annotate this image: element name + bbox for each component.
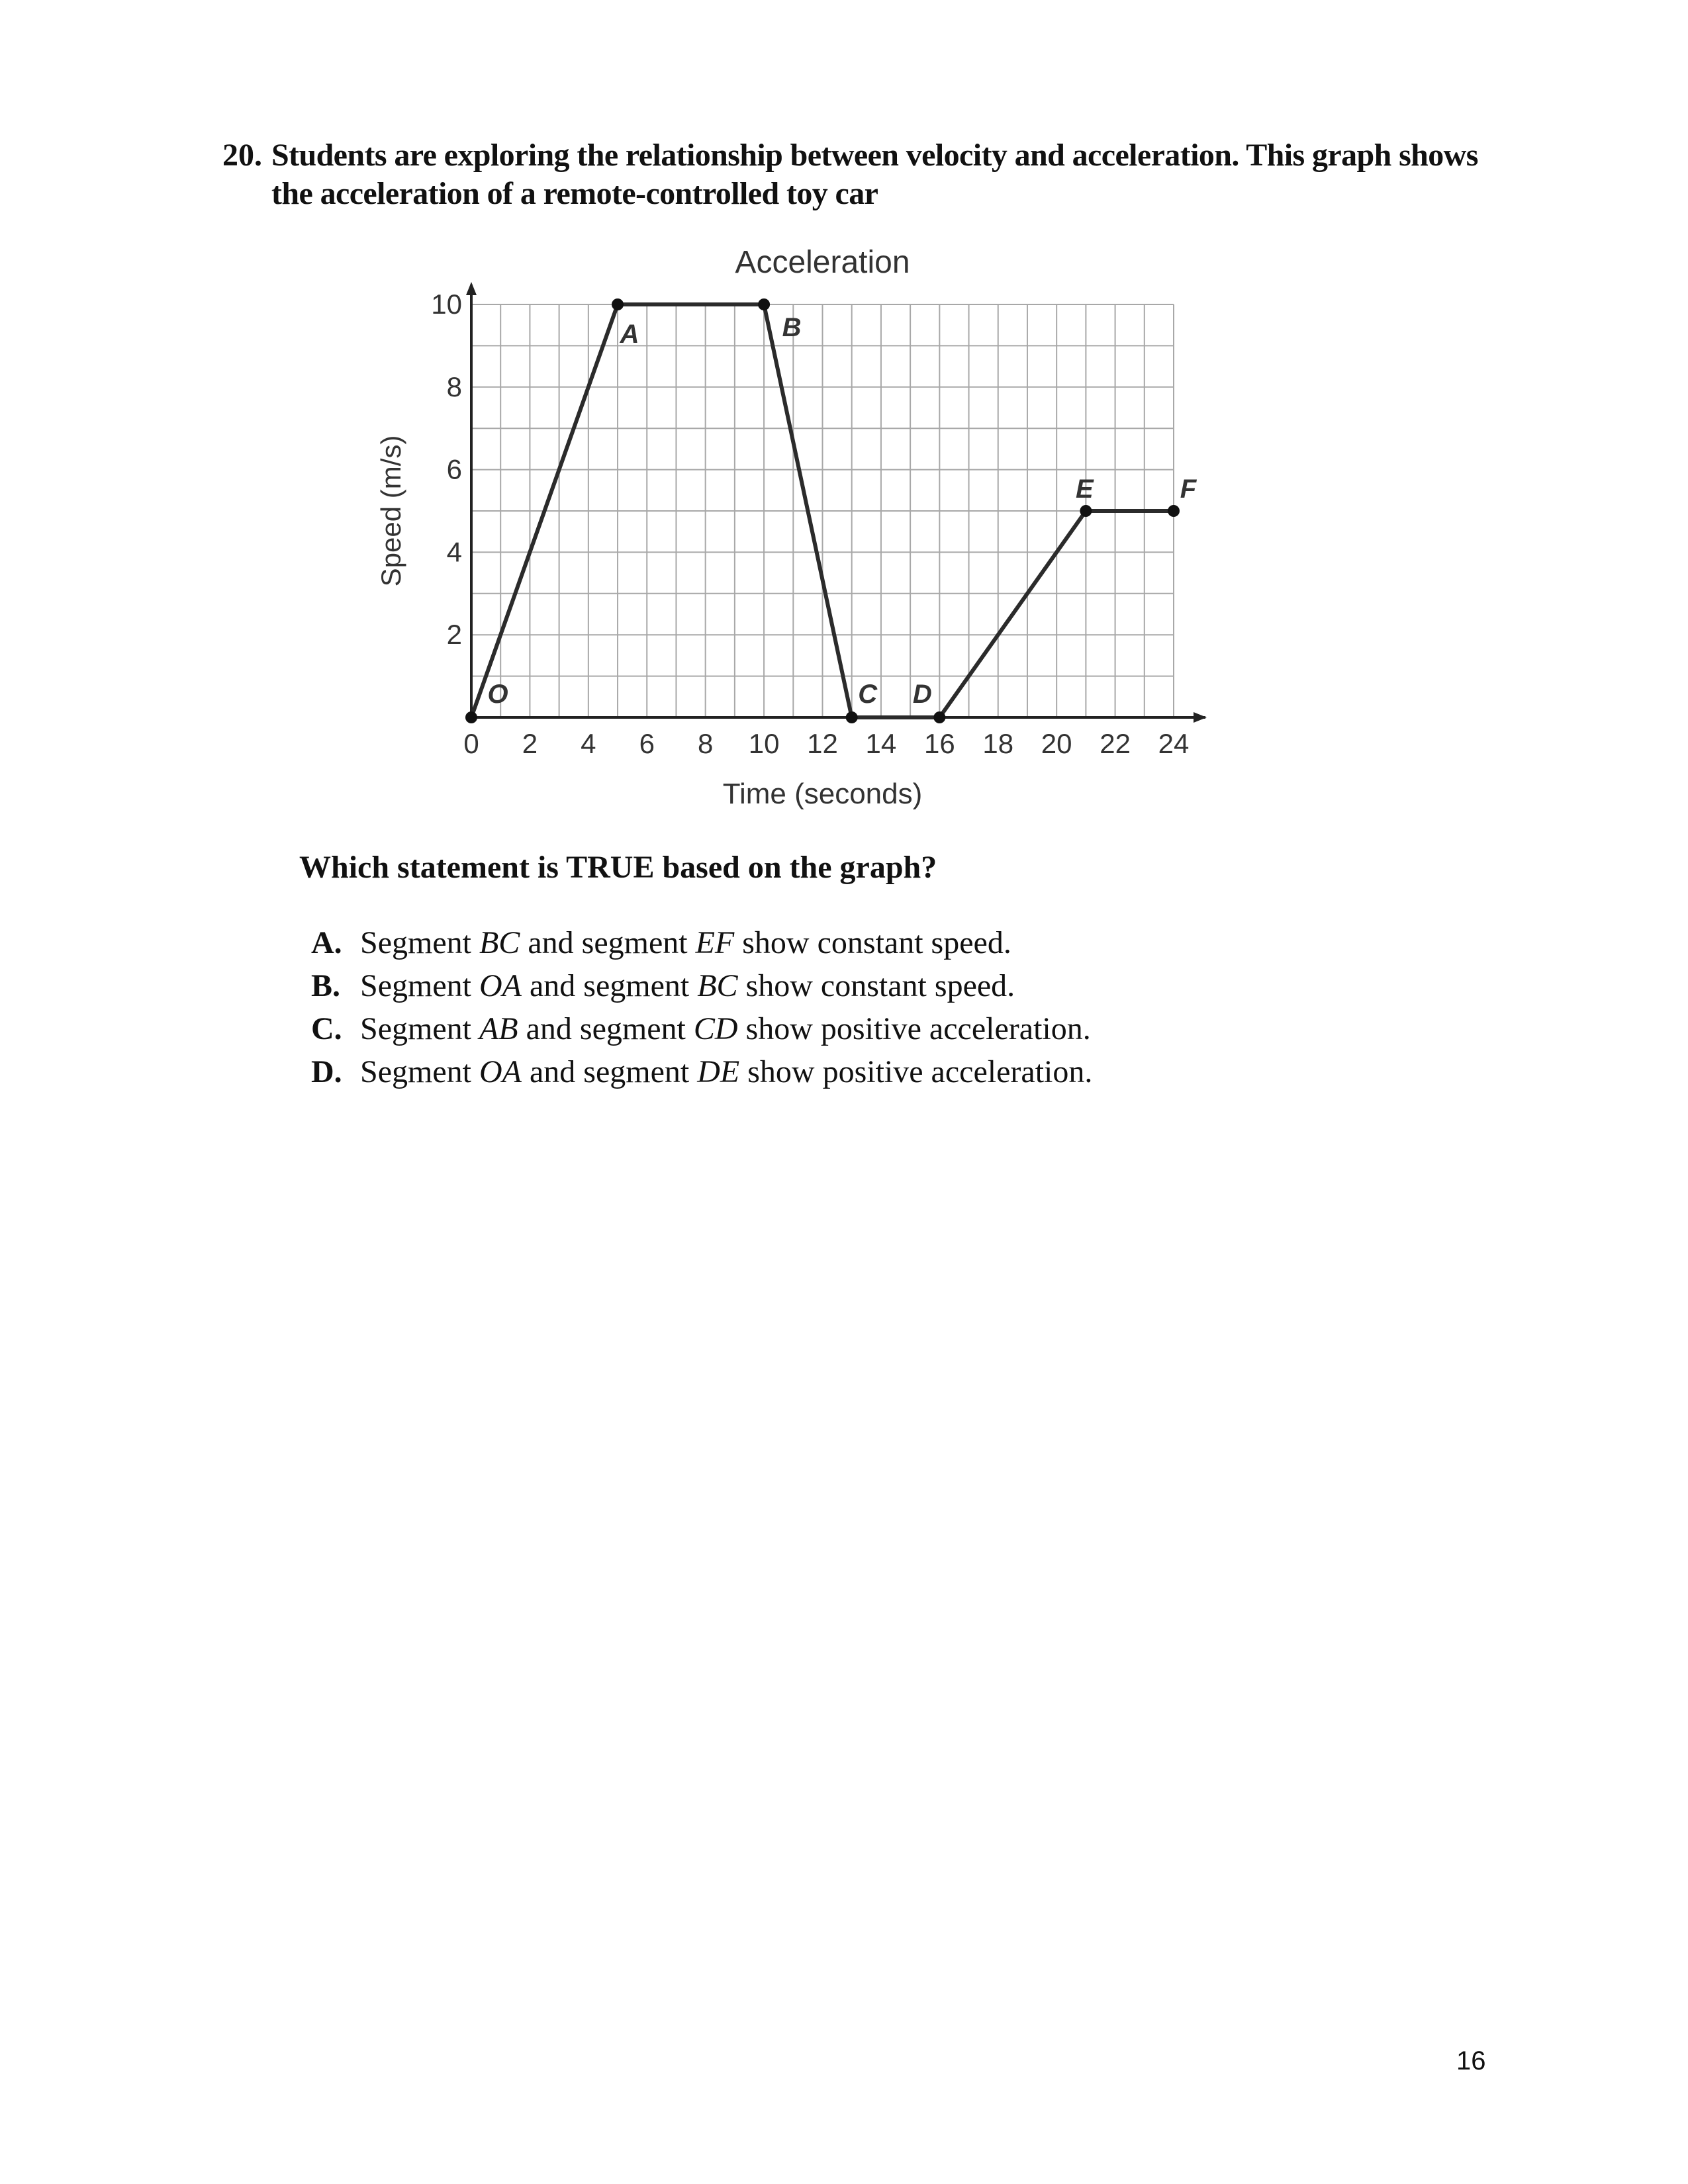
x-tick-label: 24 [1158, 728, 1190, 759]
choice-letter: C. [311, 1011, 342, 1046]
choice-letter: A. [311, 925, 342, 960]
x-tick-label: 12 [807, 728, 838, 759]
choice-text: Segment [360, 968, 479, 1003]
choice-text: Segment [360, 925, 479, 960]
choice-c[interactable] [311, 1010, 1092, 1053]
point-label: O [487, 680, 508, 709]
choice-text: and segment [520, 925, 696, 960]
segment-name: AB [479, 1011, 518, 1046]
segment-name: DE [697, 1054, 740, 1089]
page-number: 16 [1456, 2046, 1486, 2075]
choice-text: and segment [521, 1054, 698, 1089]
x-tick-label: 6 [639, 728, 655, 759]
x-tick-label: 20 [1041, 728, 1072, 759]
data-point [846, 711, 858, 723]
data-point [465, 711, 477, 723]
y-tick-label: 2 [446, 619, 462, 651]
choice-text: show constant speed. [737, 968, 1015, 1003]
choice-letter: B. [311, 968, 341, 1003]
data-point [1168, 505, 1180, 517]
y-tick-label: 6 [446, 453, 462, 485]
choice-text: show constant speed. [734, 925, 1011, 960]
point-label: F [1180, 475, 1197, 504]
point-label: C [858, 680, 878, 709]
question [222, 136, 1480, 213]
y-tick-label: 4 [446, 536, 462, 568]
question-number: 20. [222, 138, 262, 173]
x-tick-label: 22 [1100, 728, 1131, 759]
x-axis-arrow [1194, 712, 1207, 723]
choice-text: show positive acceleration. [737, 1011, 1091, 1046]
segment-name: OA [479, 968, 522, 1003]
segment-name: OA [479, 1054, 522, 1089]
choice-a[interactable] [311, 924, 1092, 967]
point-label: D [912, 680, 932, 709]
acceleration-chart [371, 238, 1231, 821]
point-label: E [1076, 475, 1094, 504]
x-tick-label: 4 [581, 728, 596, 759]
y-tick-label: 10 [431, 289, 462, 320]
data-point [758, 298, 770, 310]
segment-name: BC [479, 925, 520, 960]
choice-letter: D. [311, 1054, 342, 1089]
x-axis-label: Time (seconds) [722, 778, 923, 810]
segment-name: BC [697, 968, 738, 1003]
choice-b[interactable] [311, 967, 1092, 1010]
choice-d[interactable] [311, 1053, 1092, 1096]
question-stem: Students are exploring the relationship between velocity and acceleration. This graph shows the acceleration of a remote-controlled toy car [271, 138, 1478, 211]
chart-title: Acceleration [735, 245, 910, 280]
choice-text: Segment [360, 1011, 479, 1046]
choice-text: and segment [518, 1011, 694, 1046]
x-tick-label: 8 [697, 728, 714, 759]
question-prompt: Which statement is TRUE based on the graph? [299, 850, 937, 885]
chart-svg [371, 238, 1231, 821]
y-axis-arrow [466, 282, 477, 295]
x-tick-label: 10 [748, 728, 780, 759]
answer-choices [311, 924, 1092, 1096]
x-tick-label: 18 [982, 728, 1014, 759]
x-tick-label: 2 [522, 728, 538, 759]
point-label: A [620, 320, 639, 349]
choice-text: and segment [521, 968, 698, 1003]
choice-text: show positive acceleration. [739, 1054, 1093, 1089]
segment-name: CD [693, 1011, 738, 1046]
point-label: B [782, 313, 802, 342]
segment-name: EF [695, 925, 735, 960]
choice-text: Segment [360, 1054, 479, 1089]
data-point [612, 298, 624, 310]
y-tick-label: 8 [446, 371, 462, 402]
data-point [933, 711, 945, 723]
x-tick-label: 14 [865, 728, 897, 759]
x-tick-label: 16 [923, 728, 955, 759]
y-axis-label: Speed (m/s) [375, 435, 406, 587]
x-tick-label: 0 [463, 728, 479, 759]
data-point [1080, 505, 1092, 517]
